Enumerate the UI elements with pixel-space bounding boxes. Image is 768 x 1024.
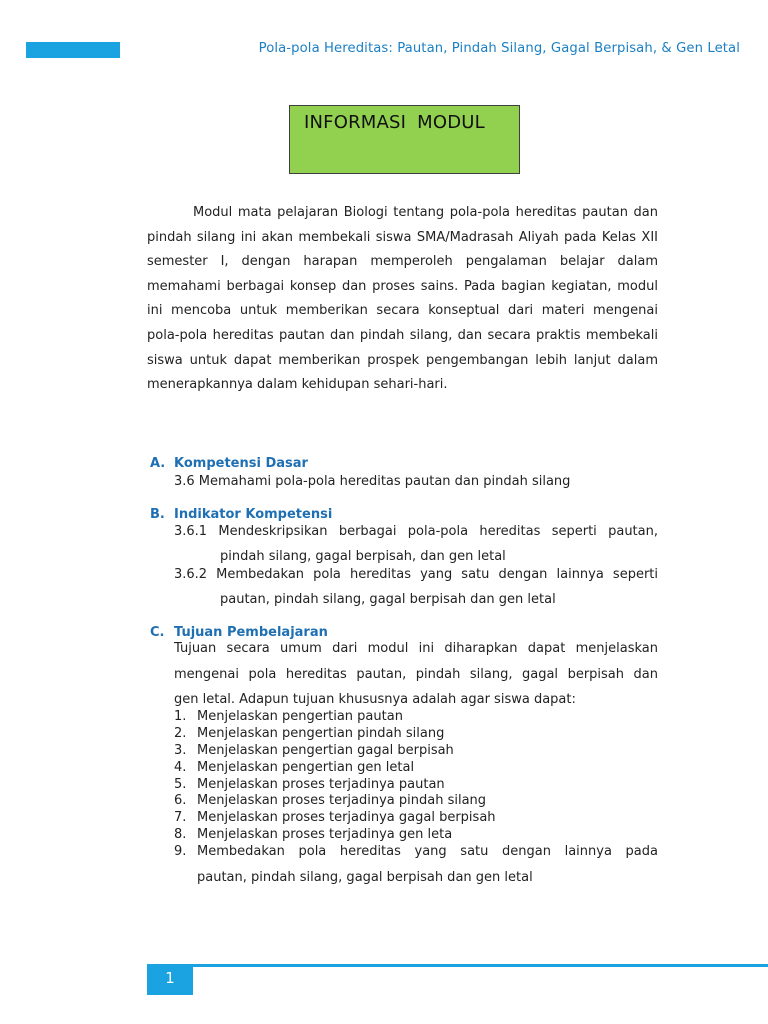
list-item	[174, 709, 658, 726]
list-item-number: 1.	[174, 709, 187, 724]
section-c-heading	[150, 625, 328, 640]
section-b-title: Indikator Kompetensi	[174, 507, 333, 522]
page-number-box	[147, 964, 193, 995]
list-item-number: 8.	[174, 827, 187, 843]
list-item-number: 2.	[174, 725, 187, 741]
objective-line3: gen letal. Adapun tujuan khususnya adalah agar siswa dapat:	[174, 692, 576, 707]
list-item	[174, 726, 658, 743]
list-item-9-continuation: pautan, pindah silang, gagal berpisah dan gen letal	[197, 870, 533, 885]
footer-rule	[147, 964, 768, 967]
list-item-text: Menjelaskan pengertian gagal berpisah	[197, 742, 454, 758]
indicator-2-line2: pautan, pindah silang, gagal berpisah dan gen letal	[220, 592, 556, 607]
list-item-number: 9.	[174, 844, 187, 860]
list-item	[174, 844, 658, 861]
objective-line2: mengenai pola hereditas pautan, pindah silang, gagal berpisah dan	[174, 667, 658, 682]
list-item	[174, 810, 658, 827]
header-title: Pola-pola Hereditas: Pautan, Pindah Silang, Gagal Berpisah, & Gen Letal	[258, 41, 740, 56]
list-item-text: Menjelaskan pengertian pindah silang	[197, 725, 445, 741]
objectives-list	[174, 709, 658, 861]
section-a-title: Kompetensi Dasar	[174, 456, 308, 471]
list-item-text: Menjelaskan proses terjadinya gagal berpisah	[197, 810, 496, 826]
section-b-heading	[150, 507, 332, 522]
list-item-number: 6.	[174, 793, 187, 809]
list-item-text: Menjelaskan pengertian gen letal	[197, 759, 415, 775]
section-b-letter: B.	[150, 507, 165, 522]
list-item-text: Membedakan pola hereditas yang satu dengan lainnya pada	[197, 844, 658, 860]
list-item	[174, 793, 658, 810]
section-a-heading	[150, 456, 308, 471]
list-item-number: 7.	[174, 810, 187, 826]
objective-line1: Tujuan secara umum dari modul ini diharapkan dapat menjelaskan	[174, 641, 658, 656]
section-c-title: Tujuan Pembelajaran	[174, 625, 328, 640]
info-box	[289, 105, 520, 174]
list-item	[174, 760, 658, 777]
list-item-number: 3.	[174, 742, 187, 758]
info-box-title: INFORMASI MODUL	[304, 112, 485, 133]
page-number: 1	[165, 969, 175, 987]
section-a-text: 3.6 Memahami pola-pola hereditas pautan dan pindah silang	[174, 474, 571, 489]
header-accent-bar	[26, 42, 120, 58]
section-c-letter: C.	[150, 625, 165, 640]
indicator-1-line1: 3.6.1 Mendeskripsikan berbagai pola-pola hereditas seperti pautan,	[174, 524, 658, 539]
list-item-number: 4.	[174, 759, 187, 775]
list-item-text: Menjelaskan proses terjadinya pautan	[197, 776, 445, 792]
list-item-number: 5.	[174, 776, 187, 792]
section-a-letter: A.	[150, 456, 166, 471]
list-item-text: Menjelaskan proses terjadinya pindah silang	[197, 793, 487, 809]
list-item-text: Menjelaskan proses terjadinya gen leta	[197, 827, 453, 843]
list-item-text: Menjelaskan pengertian pautan	[197, 709, 403, 724]
list-item	[174, 827, 658, 844]
list-item	[174, 743, 658, 760]
intro-paragraph: Modul mata pelajaran Biologi tentang pola-pola hereditas pautan dan pindah silang ini akan membekali siswa SMA/Madrasah Aliyah pada Kelas XII semester I, dengan harapan memperoleh pengalaman belajar dalam memahami berbagai konsep dan proses sains. Pada bagian kegiatan, modul ini mencoba untuk memberikan secara konseptual dari materi mengenai pola-pola hereditas pautan dan pindah silang, dan secara praktis membekali siswa untuk dapat memberikan prospek pengembangan lebih lanjut dalam menerapkannya dalam kehidupan sehari-hari.	[147, 205, 658, 393]
list-item	[174, 777, 658, 794]
indicator-2-line1: 3.6.2 Membedakan pola hereditas yang satu dengan lainnya seperti	[174, 567, 658, 582]
indicator-1-line2: pindah silang, gagal berpisah, dan gen letal	[220, 549, 506, 564]
